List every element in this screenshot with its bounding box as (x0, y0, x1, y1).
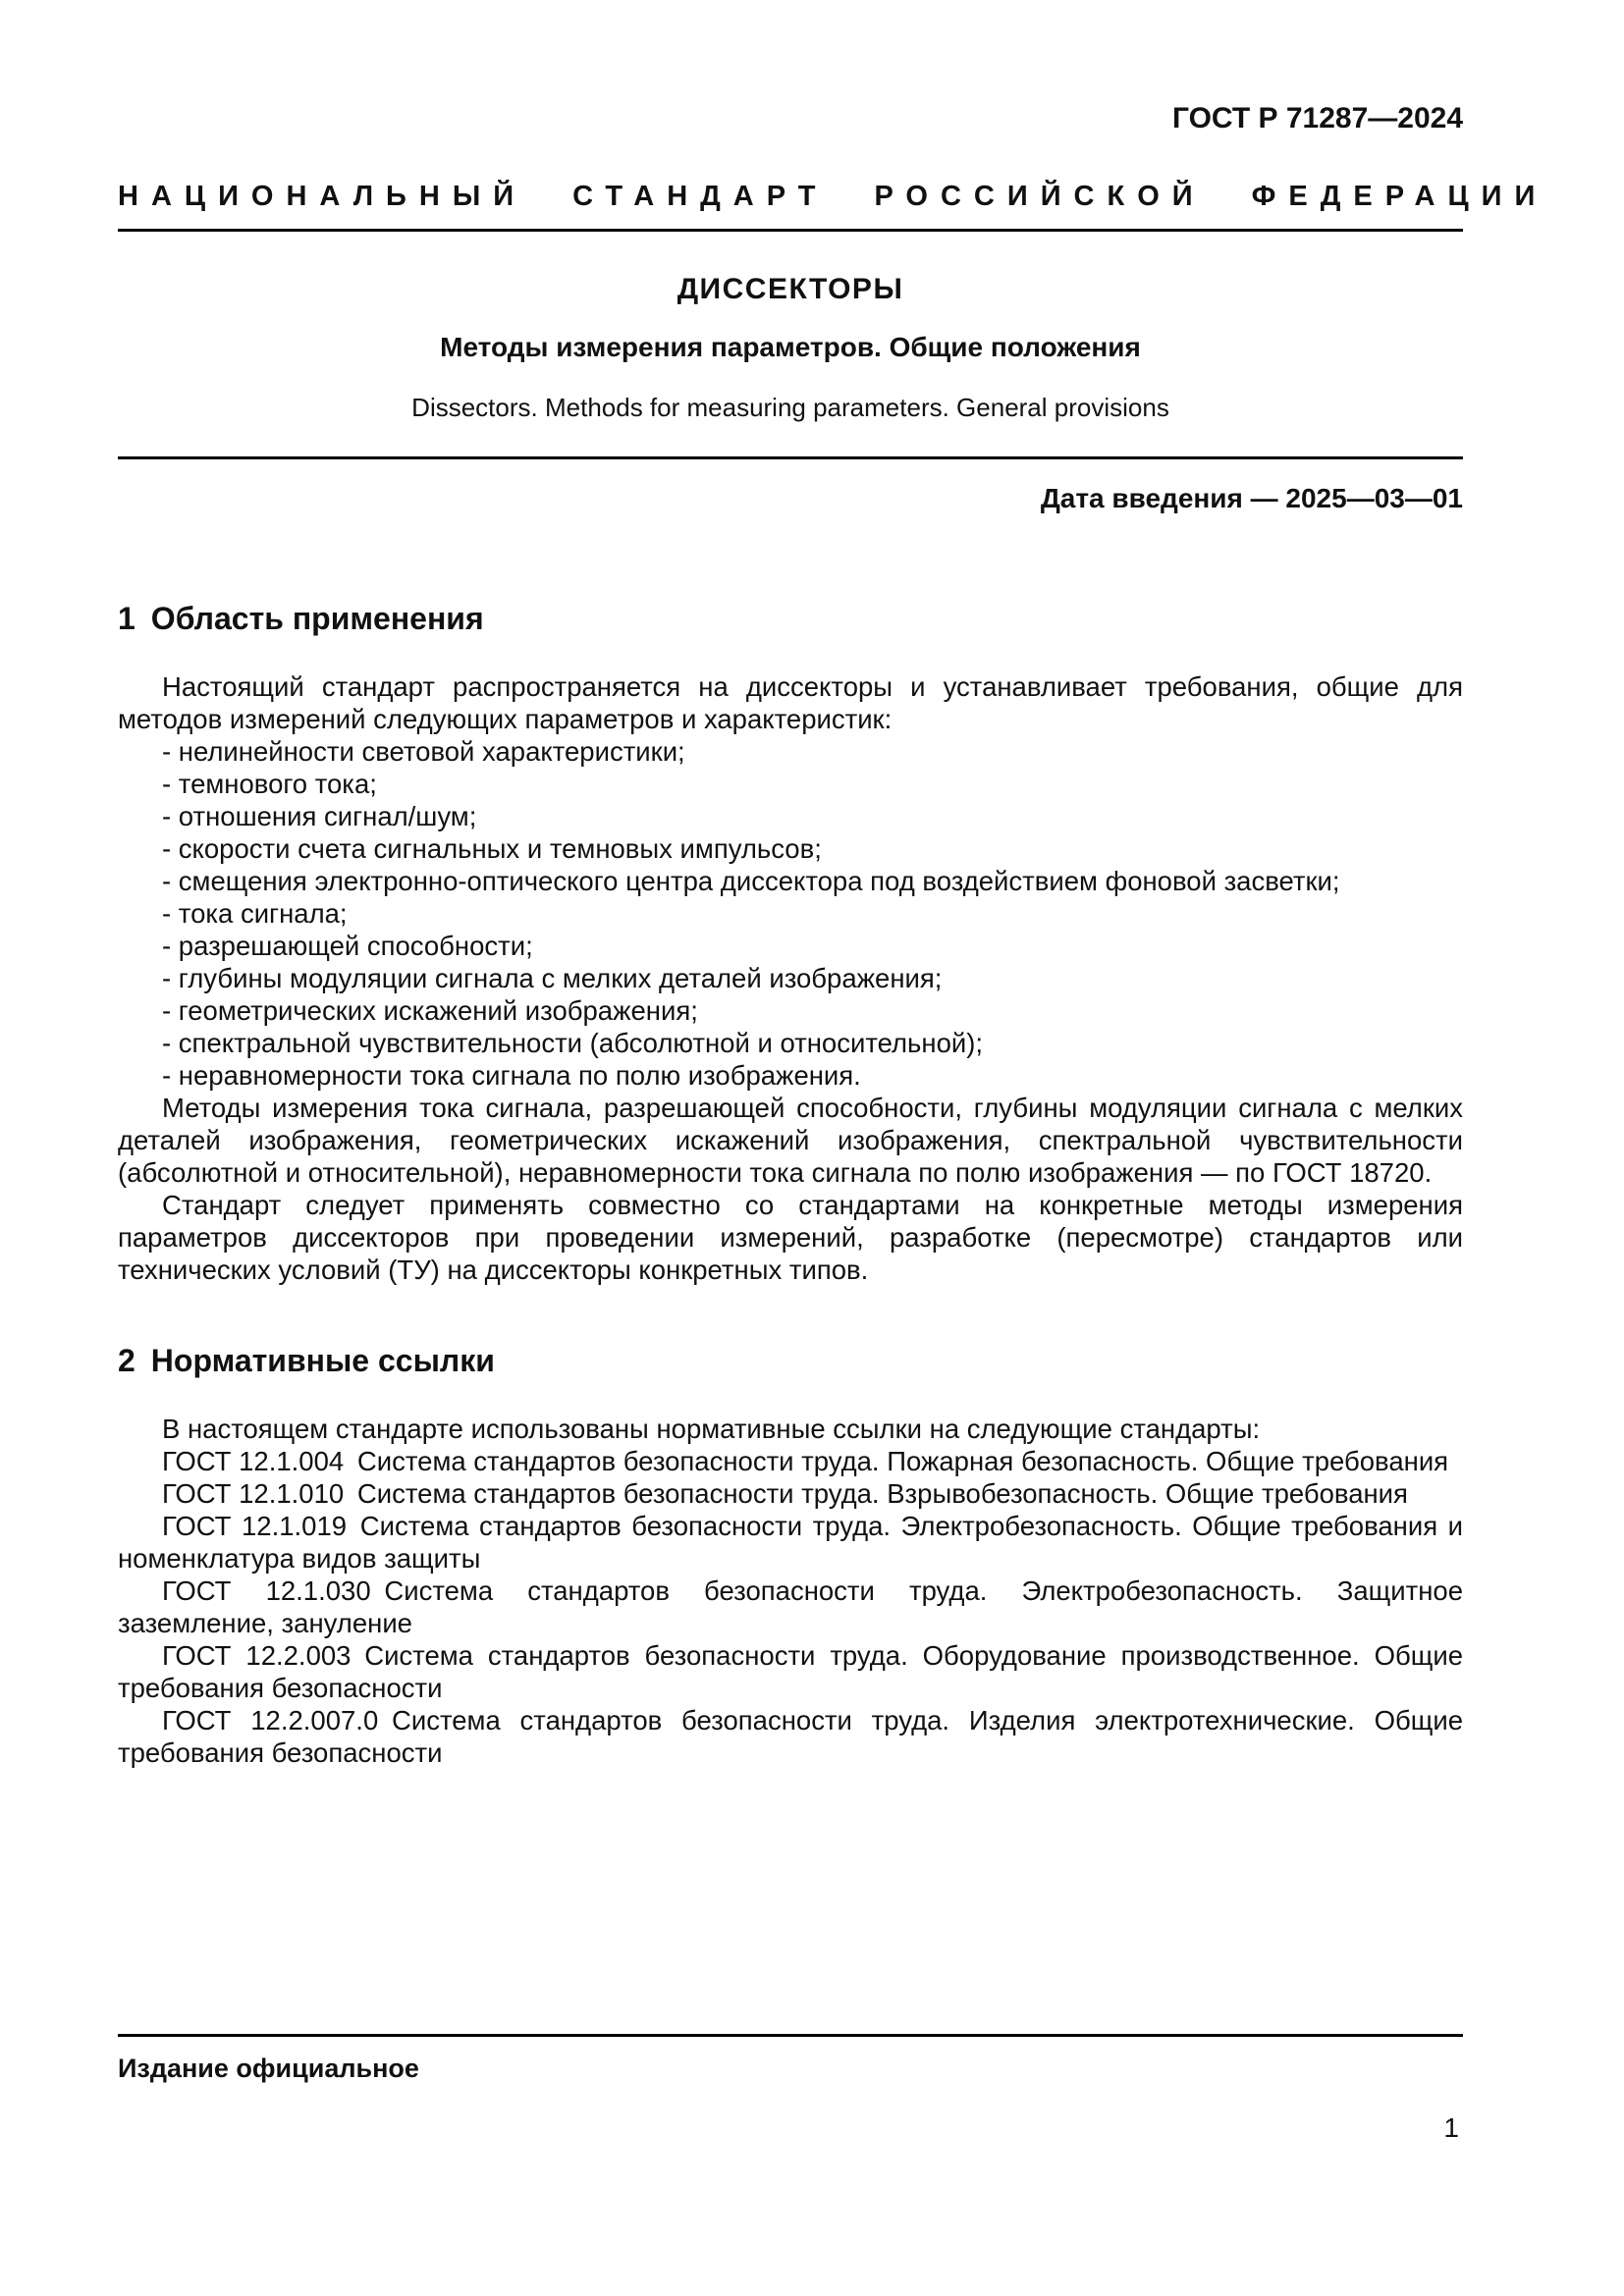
list-item: - разрешающей способности; (162, 931, 533, 961)
page-number: 1 (1443, 2112, 1459, 2143)
list-item: - нелинейности световой характеристики; (162, 736, 685, 767)
section-1-heading: 1 Область применения (118, 601, 484, 636)
list-item: - темнового тока; (162, 769, 377, 799)
document-title: ДИССЕКТОРЫ (677, 273, 904, 305)
list-item: - скорости счета сигнальных и темновых импульсов; (162, 833, 822, 864)
list-item: - тока сигнала; (162, 898, 348, 929)
reference-item: ГОСТ 12.1.004 Система стандартов безопасности труда. Пожарная безопасность. Общие требования (162, 1446, 1449, 1476)
standard-type-line: НАЦИОНАЛЬНЫЙ СТАНДАРТ РОССИЙСКОЙ ФЕДЕРАЦИИ (118, 181, 1548, 212)
effective-date: Дата введения — 2025—03—01 (1040, 483, 1463, 513)
list-item: - смещения электронно-оптического центра диссектора под воздействием фоновой засветки; (162, 866, 1340, 896)
list-item: - глубины модуляции сигнала с мелких деталей изображения; (162, 963, 943, 993)
list-item: - геометрических искажений изображения; (162, 995, 698, 1026)
header-rule (118, 229, 1463, 232)
reference-item: ГОСТ 12.2.003 Система стандартов безопасности труда. Оборудование производственное. Общие требования безопасности (118, 1640, 1463, 1703)
list-item: - неравномерности тока сигнала по полю изображения. (162, 1060, 861, 1091)
section-2-heading: 2 Нормативные ссылки (118, 1343, 495, 1378)
doc-code: ГОСТ Р 71287—2024 (1171, 102, 1463, 134)
footer-rule (118, 2034, 1463, 2037)
document-content (118, 102, 1548, 1769)
reference-item: ГОСТ 12.1.030 Система стандартов безопасности труда. Электробезопасность. Защитное заземление, зануление (118, 1575, 1463, 1638)
document-title-english: Dissectors. Methods for measuring parameters. General provisions (411, 393, 1169, 422)
section-1-intro: Настоящий стандарт распространяется на диссекторы и устанавливает требования, общие для методов измерений следующих параметров и характеристик: (118, 671, 1463, 734)
section-1-paragraph: Стандарт следует применять совместно со стандартами на конкретные методы измерения параметров диссекторов при проведении измерений, разработке (пересмотре) стандартов или технических условий (ТУ) на диссекторы конкретных типов. (118, 1190, 1463, 1285)
reference-item: ГОСТ 12.1.010 Система стандартов безопасности труда. Взрывобезопасность. Общие требования (162, 1478, 1408, 1509)
title-rule (118, 456, 1463, 459)
reference-item: ГОСТ 12.1.019 Система стандартов безопасности труда. Электробезопасность. Общие требования и номенклатура видов защиты (118, 1511, 1463, 1574)
edition-note: Издание официальное (118, 2054, 419, 2083)
list-item: - спектральной чувствительности (абсолютной и относительной); (162, 1028, 984, 1058)
section-2-intro: В настоящем стандарте использованы нормативные ссылки на следующие стандарты: (162, 1414, 1261, 1444)
list-item: - отношения сигнал/шум; (162, 801, 477, 831)
reference-item: ГОСТ 12.2.007.0 Система стандартов безопасности труда. Изделия электротехнические. Общие требования безопасности (118, 1705, 1463, 1768)
section-1-paragraph: Методы измерения тока сигнала, разрешающей способности, глубины модуляции сигнала с мелких деталей изображения, геометрических искажений изображения, спектральной чувствительности (абсолютной и относительной), неравномерности тока сигнала по полю изображения — по ГОСТ 18720. (118, 1093, 1463, 1188)
document-subtitle: Методы измерения параметров. Общие положения (440, 332, 1141, 362)
